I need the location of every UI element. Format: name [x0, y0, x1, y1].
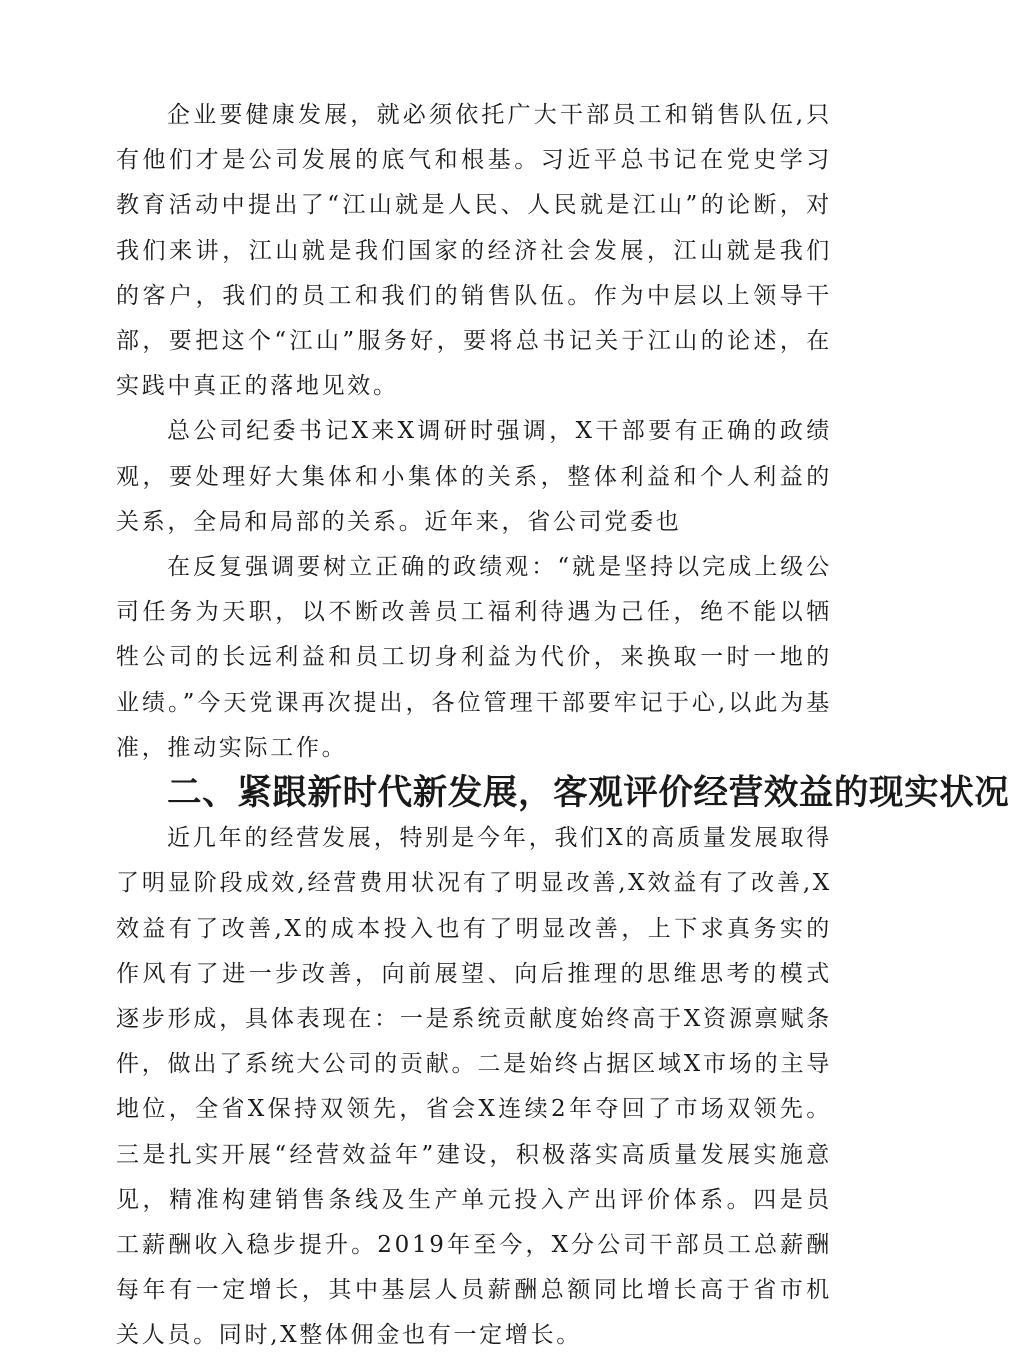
section-heading-two: 二、紧跟新时代新发展，客观评价经营效益的现实状况	[167, 773, 1009, 814]
paragraph-business-results: 近几年的经营发展，特别是今年，我们X的高质量发展取得了明显阶段成效,经营费用状况有了明显改善,X效益有了改善,X效益有了改善,X的成本投入也有了明显改善，上下求真务实的作风有了进一步改善，向前展望、向后推理的思维思考的模式逐步形成，具体表现在：一是系统贡献度始终高于X资源禀赋条件，做出了系统大公司的贡献。二是始终占据区域X市场的主导地位，全省X保持双领先，省会X连续2年夺回了市场双领先。三是扎实开展“经营效益年”建设，积极落实高质量发展实施意见，精准构建销售条线及生产单元投入产出评价体系。四是员工薪酬收入稳步提升。2019年至今，X分公司干部员工总薪酬每年有一定增长，其中基层人员薪酬总额同比增长高于省市机关人员。同时,X整体佣金也有一定增长。	[116, 825, 832, 1349]
paragraph-discipline-inspection: 总公司纪委书记X来X调研时强调，X干部要有正确的政绩观，要处理好大集体和小集体的关系，整体利益和个人利益的关系，全局和局部的关系。近年来，省公司党委也	[116, 418, 832, 535]
paragraph-cadre-foundation: 企业要健康发展，就必须依托广大干部员工和销售队伍,只有他们才是公司发展的底气和根基。习近平总书记在党史学习教育活动中提出了“江山就是人民、人民就是江山”的论断，对我们来讲，江山就是我们国家的经济社会发展，江山就是我们的客户，我们的员工和我们的销售队伍。作为中层以上领导干部，要把这个“江山”服务好，要将总书记关于江山的论述，在实践中真正的落地见效。	[116, 102, 832, 400]
paragraph-performance-view: 在反复强调要树立正确的政绩观：“就是坚持以完成上级公司任务为天职，以不断改善员工福利待遇为己任，绝不能以牺牲公司的长远利益和员工切身利益为代价，来换取一时一地的业绩。”今天党课再次提出，各位管理干部要牢记于心,以此为基准，推动实际工作。	[116, 554, 832, 761]
document-body	[116, 93, 1009, 1359]
